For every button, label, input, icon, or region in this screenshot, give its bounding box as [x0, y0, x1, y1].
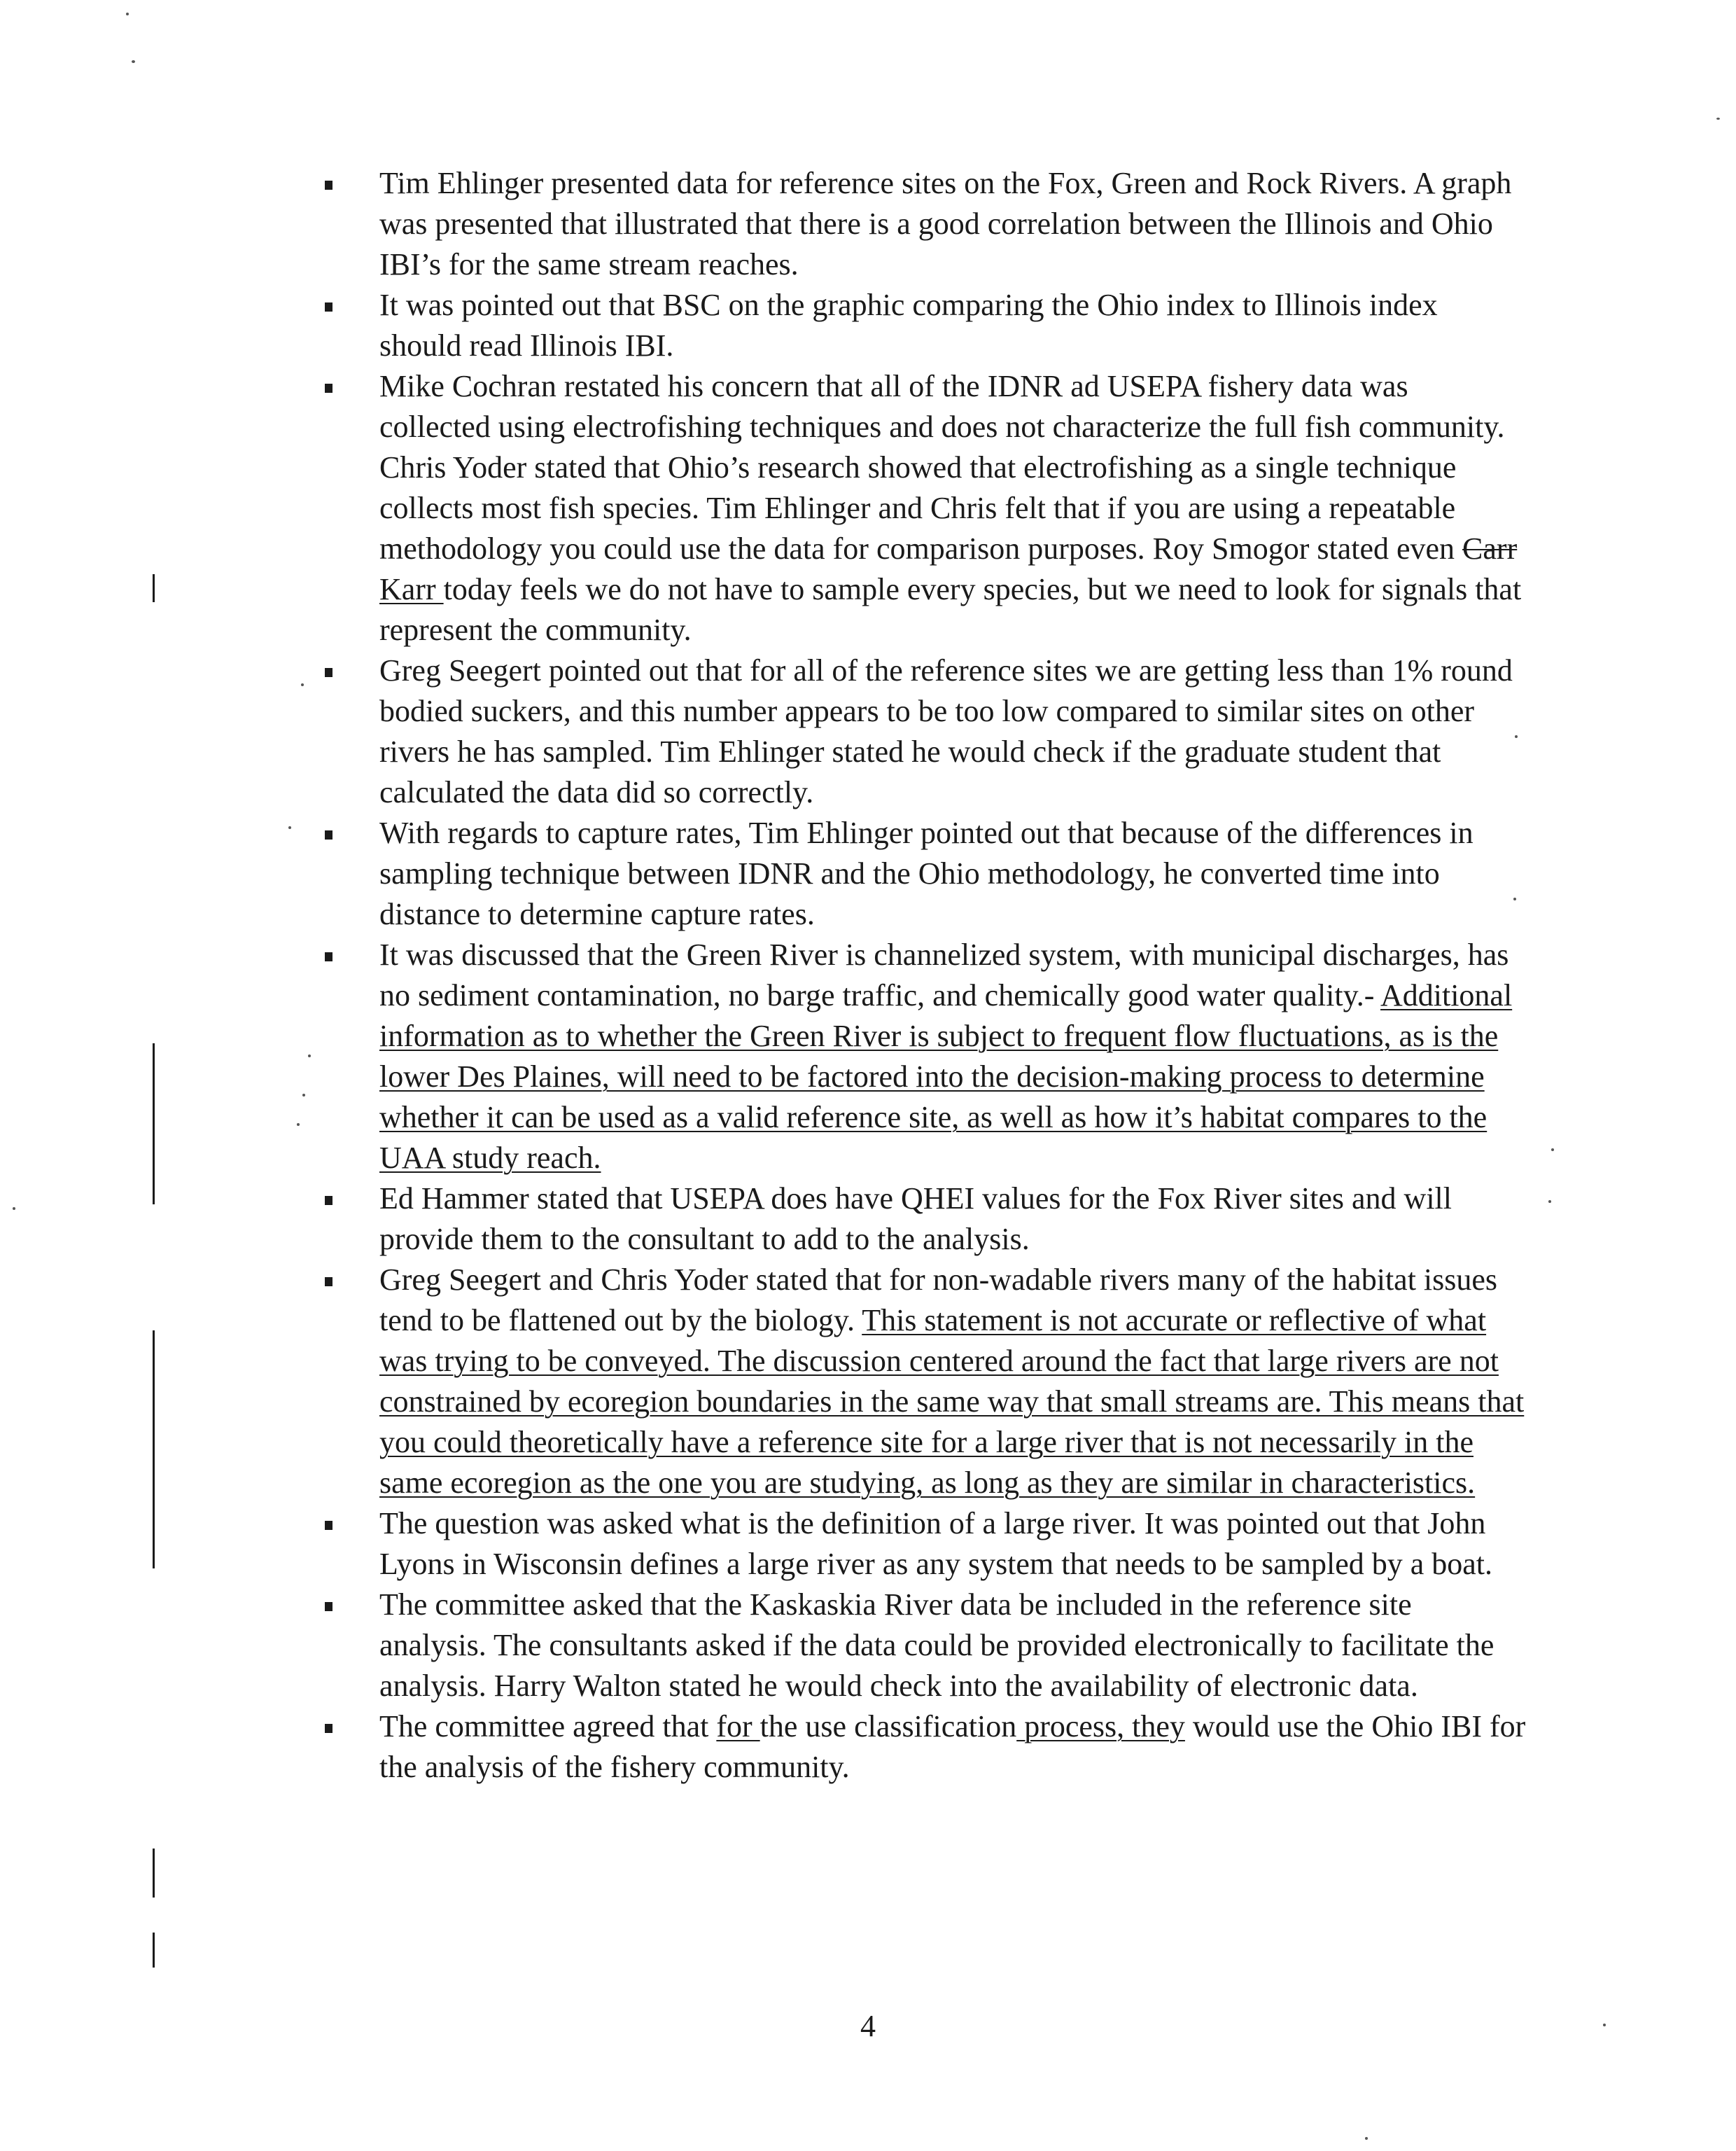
scan-speck	[308, 1054, 311, 1057]
list-item-text: Ed Hammer stated that USEPA does have QHEI values for the Fox River sites and will provide them to the consultant to add to the analysis.	[379, 1181, 1452, 1256]
struck-text: Carr	[1462, 531, 1518, 566]
bullet-marker	[325, 181, 332, 190]
list-item-text: today feels we do not have to sample every species, but we need to look for signals that represent the community.	[379, 572, 1522, 647]
list-item-text: The committee asked that the Kaskaskia River data be included in the reference site analysis. The consultants asked if the data could be provided electronically to facilitate the analysis. Harry Walton stated he would check into the availability of electronic data.	[379, 1587, 1494, 1703]
bullet-marker	[325, 1521, 332, 1530]
bullet-marker	[325, 302, 332, 312]
scan-speck	[1716, 118, 1720, 120]
list-item	[322, 285, 1526, 366]
scan-speck	[13, 1207, 15, 1210]
list-item-text: Greg Seegert and Chris Yoder stated that for non-wadable rivers many of the habitat issues tend to be flattened out by the biology.	[379, 1262, 1498, 1337]
scan-speck	[301, 683, 304, 686]
list-item	[322, 935, 1526, 1178]
scan-speck	[1548, 1200, 1551, 1203]
list-item	[322, 1178, 1526, 1260]
list-item	[322, 163, 1526, 285]
scan-speck	[297, 1123, 300, 1126]
scan-speck	[1551, 1148, 1554, 1151]
scan-speck	[288, 826, 291, 829]
list-item-text: Tim Ehlinger presented data for reference sites on the Fox, Green and Rock Rivers. A graph was presented that illustrated that there is a good correlation between the Illinois and Ohio IBI’s for the same stream reaches.	[379, 166, 1512, 281]
list-item-text: the use classification	[760, 1709, 1017, 1743]
bullet-marker	[325, 1277, 332, 1286]
inserted-text: Additional information as to whether the Green River is subject to frequent flow fluctuations, as is the lower Des Plaines, will need to be factored into the decision-making process to determine whether it can be used as a valid reference site, as well as how it’s habitat compares to the UAA study reach.	[379, 978, 1513, 1175]
list-item-text: The committee agreed that	[379, 1709, 717, 1743]
bullet-marker	[325, 952, 332, 961]
bullet-marker	[325, 384, 332, 393]
bullet-marker	[325, 830, 332, 840]
list-item	[322, 813, 1526, 935]
list-item-text: With regards to capture rates, Tim Ehlinger pointed out that because of the differences in sampling technique between IDNR and the Ohio methodology, he converted time into distance to determine capture rates.	[379, 816, 1474, 931]
revision-bar	[153, 1933, 155, 1968]
revision-bar	[153, 1849, 155, 1898]
revision-bar	[153, 574, 155, 602]
inserted-text: for	[716, 1709, 760, 1743]
scan-speck	[302, 1094, 305, 1097]
list-item	[322, 366, 1526, 650]
bullet-marker	[325, 668, 332, 677]
list-item	[322, 1585, 1526, 1706]
list-item	[322, 1706, 1526, 1788]
meeting-notes-list	[322, 163, 1526, 1788]
inserted-text: process, they	[1016, 1709, 1185, 1743]
bullet-marker	[325, 1724, 332, 1733]
revision-bar	[153, 1330, 155, 1568]
list-item	[322, 650, 1526, 813]
bullet-marker	[325, 1602, 332, 1611]
list-item-text: would use the Ohio IBI for the analysis of the fishery community.	[379, 1709, 1526, 1784]
revision-bar	[153, 1043, 155, 1204]
scan-speck	[1365, 2137, 1368, 2140]
list-item-text: It was discussed that the Green River is channelized system, with municipal discharges, has no sediment contamination, no barge traffic, and chemically good water quality.-	[379, 938, 1509, 1012]
list-item	[322, 1260, 1526, 1503]
page-number: 4	[860, 2009, 876, 2043]
scan-speck	[132, 60, 135, 63]
list-item	[322, 1503, 1526, 1585]
inserted-text: Karr	[379, 572, 444, 606]
scan-speck	[126, 13, 129, 15]
list-item-text: The question was asked what is the definition of a large river. It was pointed out that John Lyons in Wisconsin defines a large river as any system that needs to be sampled by a boat.	[379, 1506, 1493, 1581]
list-item-text: It was pointed out that BSC on the graphic comparing the Ohio index to Illinois index should read Illinois IBI.	[379, 288, 1438, 363]
list-item-text: Greg Seegert pointed out that for all of the reference sites we are getting less than 1% round bodied suckers, and this number appears to be too low compared to similar sites on other rivers he has sampled. Tim Ehlinger stated he would check if the graduate student that calculated the data did so correctly.	[379, 653, 1513, 809]
list-item-text: Mike Cochran restated his concern that all of the IDNR ad USEPA fishery data was collected using electrofishing techniques and does not characterize the full fish community. Chris Yoder stated that Ohio’s research showed that electrofishing as a single technique collects most fish species. Tim Ehlinger and Chris felt that if you are using a repeatable methodology you could use the data for comparison purposes. Roy Smogor stated even	[379, 369, 1505, 566]
bullet-marker	[325, 1196, 332, 1205]
inserted-text: This statement is not accurate or reflective of what was trying to be conveyed. The discussion centered around the fact that large rivers are not constrained by ecoregion boundaries in the same way that small streams are. This means that you could theoretically have a reference site for a large river that is not necessarily in the same ecoregion as the one you are studying, as long as they are similar in characteristics.	[379, 1303, 1525, 1500]
